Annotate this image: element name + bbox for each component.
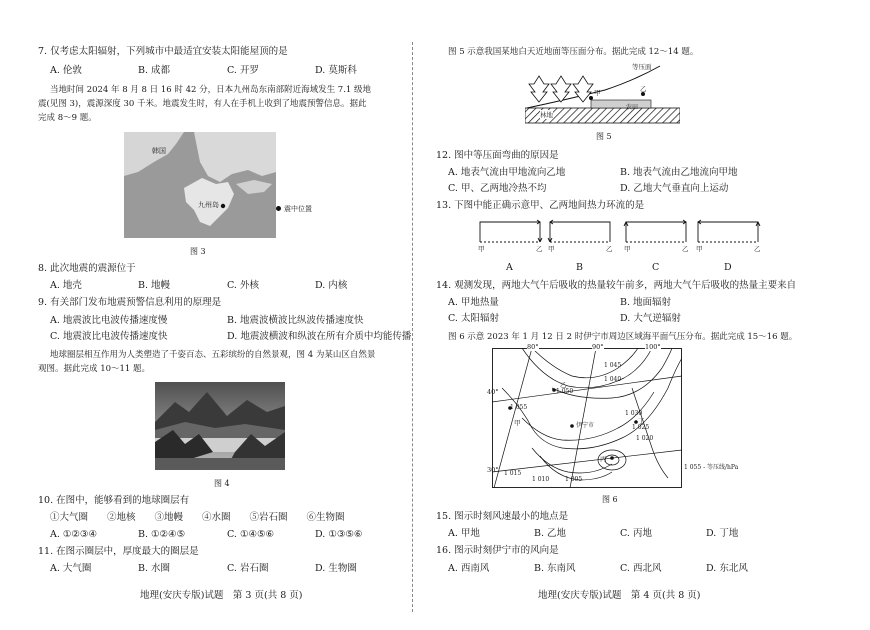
fig6-isobar-1015: 1 015	[504, 470, 522, 477]
q15-option-b: B. 乙地	[534, 528, 567, 539]
fig6-isobar-1055: 1 055	[510, 404, 528, 411]
q13-stem: 13. 下图中能正确示意甲、乙两地间热力环流的是	[436, 200, 645, 211]
q9-stem: 9. 有关部门发布地震预警信息利用的原理是	[38, 297, 222, 308]
figure-6-isobar-map	[492, 348, 682, 488]
q13-a-end-jia: 甲	[478, 245, 485, 253]
q9-option-c: C. 地震波比电波传播速度快	[50, 331, 168, 342]
q13-option-a: A	[506, 262, 513, 273]
right-page-footer: 地理(安庆专版)试题 第 4 页(共 8 页)	[538, 590, 701, 601]
q12-stem: 12. 图中等压面弯曲的原因是	[436, 150, 559, 161]
fig6-isobar-1050: 1 050	[556, 388, 574, 395]
q10-option-b: B. ①②④⑤	[138, 529, 186, 540]
fig6-place-bing: 丙	[600, 455, 607, 463]
fig5-label-jia: 甲	[594, 89, 601, 97]
q16-option-c: C. 西北风	[620, 563, 662, 574]
q16-option-a: A. 西南风	[448, 563, 490, 574]
q9-option-a: A. 地震波比电波传播速度慢	[50, 315, 168, 326]
fig6-isobar-1045: 1 045	[604, 362, 622, 369]
q12-option-b: B. 地表气流由乙地流向甲地	[620, 167, 738, 178]
q13-c-end-jia: 甲	[624, 245, 631, 253]
q15-stem: 15. 图示时刻风速最小的地点是	[436, 511, 569, 522]
q11-option-c: C. 岩石圈	[227, 563, 269, 574]
q10-items: ①大气圈 ②地核 ③地幔 ④水圈 ⑤岩石圈 ⑥生物圈	[50, 512, 345, 523]
q7-option-a: A. 伦敦	[50, 65, 82, 76]
q11-option-d: D. 生物圈	[315, 563, 357, 574]
q15-option-c: C. 丙地	[620, 528, 652, 539]
fig6-lat-40: 40°	[487, 388, 499, 396]
fig6-isobar-1030: 1 030	[625, 410, 643, 417]
q10-option-c: C. ①④⑤⑥	[227, 529, 275, 540]
fig6-place-yining: 伊宁市	[576, 422, 595, 429]
q16-option-d: D. 东北风	[706, 563, 748, 574]
q9-option-d: D. 地震波横波和纵波在所有介质中均能传播	[227, 331, 412, 342]
q14-stem: 14. 观测发现，两地大气午后吸收的热量较午前多，两地大气午后吸收的热量主要来自	[436, 280, 797, 291]
q7-option-d: D. 莫斯科	[315, 65, 357, 76]
fig3-label-epicenter: 震中位置	[284, 205, 312, 213]
fig4-caption: 图 4	[214, 479, 230, 488]
q13-option-d: D	[724, 262, 732, 273]
q10-stem: 10. 在图中，能够看到的地球圈层有	[38, 495, 190, 506]
fig5-label-forest: 林地	[540, 111, 553, 119]
epicenter-marker-icon	[276, 206, 281, 211]
q8-option-a: A. 地壳	[50, 280, 82, 291]
q13-d-end-yi: 乙	[754, 245, 761, 253]
fig6-place-jia: 甲	[514, 419, 521, 427]
figure-4-landscape-photo	[155, 382, 285, 470]
fig3-label-korea: 韩国	[152, 147, 166, 155]
q13-diagram-a	[476, 218, 546, 246]
q11-option-b: B. 水圈	[138, 563, 171, 574]
fig6-isobar-1010: 1 010	[532, 476, 550, 483]
q14-option-c: C. 太阳辐射	[448, 313, 499, 324]
fig6-caption: 图 6	[602, 495, 618, 504]
intro-12-14: 图 5 示意我国某地白天近地面等压面分布。据此完成 12～14 题。	[448, 47, 699, 57]
q8-stem: 8. 此次地震的震源位于	[38, 263, 136, 274]
q8-option-d: D. 内核	[315, 280, 348, 291]
fig6-isobar-1020: 1 020	[636, 435, 654, 442]
intro-10-11-line1: 地球圈层相互作用为人类塑造了千姿百态、五彩缤纷的自然景观，图 4 为某山区自然景	[50, 350, 376, 360]
q12-option-d: D. 乙地大气垂直向上运动	[620, 183, 729, 194]
q16-stem: 16. 图示时刻伊宁市的风向是	[436, 545, 559, 556]
q7-option-b: B. 成都	[138, 65, 171, 76]
q8-option-c: C. 外核	[227, 280, 259, 291]
q10-option-a: A. ①②③④	[50, 529, 97, 540]
q8-option-b: B. 地幔	[138, 280, 171, 291]
q13-b-end-yi: 乙	[606, 245, 613, 253]
intro-8-9-line1: 当地时间 2024 年 8 月 8 日 16 时 42 分，日本九州岛东南部附近海域发生 7.1 级地	[50, 85, 372, 95]
intro-15-16: 图 6 示意 2023 年 1 月 12 日 2 时伊宁市周边区域海平面气压分布。据此完成 15～16 题。	[448, 332, 798, 342]
fig5-label-yi: 乙	[640, 85, 647, 93]
q14-option-b: B. 地面辐射	[620, 297, 672, 308]
q9-option-b: B. 地震波横波比纵波传播速度快	[227, 315, 364, 326]
fig6-place-ding: 丁	[638, 417, 645, 425]
q13-b-end-jia: 甲	[548, 245, 555, 253]
q13-a-end-yi: 乙	[536, 245, 543, 253]
q12-option-c: C. 甲、乙两地冷热不均	[448, 183, 547, 194]
q7-option-c: C. 开罗	[227, 65, 259, 76]
q12-option-a: A. 地表气流由甲地流向乙地	[448, 167, 566, 178]
q11-option-a: A. 大气圈	[50, 563, 92, 574]
figure-3-map	[124, 132, 276, 238]
intro-10-11-line2: 观图。据此完成 10～11 题。	[38, 364, 151, 374]
q15-option-d: D. 丁地	[706, 528, 739, 539]
fig5-caption: 图 5	[596, 132, 612, 141]
q15-option-a: A. 甲地	[448, 528, 480, 539]
fig3-caption: 图 3	[190, 247, 206, 256]
q7-stem: 7. 仅考虑太阳辐射，下列城市中最适宜安装太阳能屋顶的是	[38, 46, 288, 57]
q13-option-b: B	[576, 262, 583, 273]
q11-stem: 11. 在图示圈层中，厚度最大的圈层是	[38, 546, 199, 557]
fig6-legend: 1 055 - 等压线/hPa	[684, 464, 739, 471]
q10-option-d: D. ①③⑤⑥	[315, 529, 363, 540]
fig3-label-kyushu: 九州岛	[198, 201, 219, 209]
q13-diagram-c	[622, 218, 692, 246]
page-divider	[412, 42, 413, 612]
q13-option-c: C	[652, 262, 660, 273]
left-page-footer: 地理(安庆专版)试题 第 3 页(共 8 页)	[140, 590, 303, 601]
fig6-lon-80: 80°	[527, 343, 539, 351]
fig6-lat-30: 30°	[487, 466, 499, 474]
fig6-place-yi: 乙	[560, 381, 567, 389]
q16-option-b: B. 东南风	[534, 563, 576, 574]
q14-option-d: D. 大气逆辐射	[620, 313, 681, 324]
q13-diagram-b	[546, 218, 616, 246]
intro-8-9-line2: 震(见图 3)，震源深度 30 千米。地震发生时，有人在手机上收到了地震预警信息。据此	[38, 99, 367, 109]
fig5-label-isobar: 等压面	[632, 63, 652, 71]
q14-option-a: A. 甲地热量	[448, 297, 499, 308]
q13-diagram-d	[694, 218, 764, 246]
intro-8-9-line3: 完成 8～9 题。	[38, 113, 97, 123]
fig6-lon-100: 100°	[645, 343, 661, 351]
fig6-isobar-1005: 1 005	[565, 476, 583, 483]
q13-d-end-jia: 甲	[696, 245, 703, 253]
fig5-label-farmland: 农田	[626, 104, 639, 111]
fig6-lon-90: 90°	[592, 343, 604, 351]
fig6-isobar-1040: 1 040	[604, 376, 622, 383]
fig6-isobar-1025: 1 025	[632, 424, 650, 431]
q13-c-end-yi: 乙	[682, 245, 689, 253]
